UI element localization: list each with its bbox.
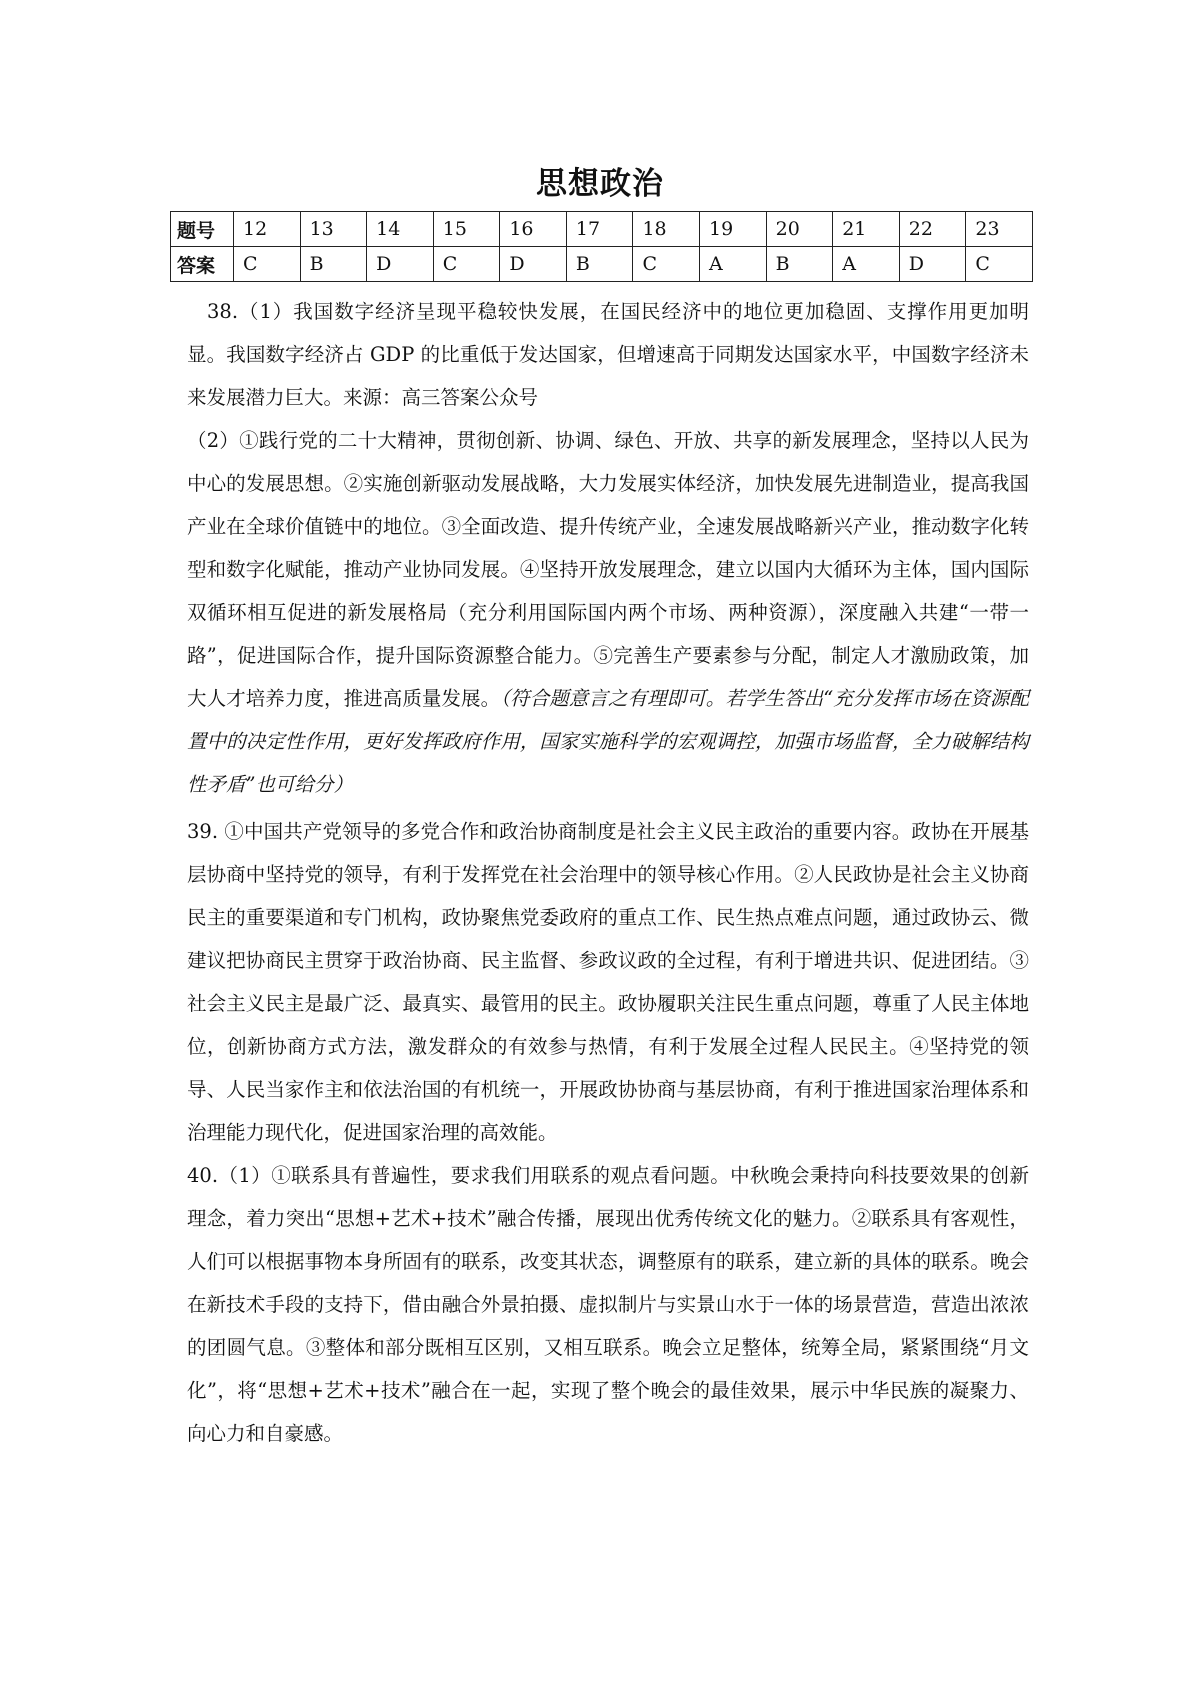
answer-cell: C <box>633 247 700 282</box>
number-cell: 19 <box>700 212 767 247</box>
number-row <box>171 212 1033 247</box>
question-39: 39. ①中国共产党领导的多党合作和政治协商制度是社会主义民主政治的重要内容。政协在开展基层协商中坚持党的领导，有利于发挥党在社会治理中的领导核心作用。②人民政协是社会主义协商民主的重要渠道和专门机构，政协聚焦党委政府的重点工作、民生热点难点问题，通过政协云、微建议把协商民主贯穿于政治协商、民主监督、参政议政的全过程，有利于增进共识、促进团结。③社会主义民主是最广泛、最真实、最管用的民主。政协履职关注民生重点问题，尊重了人民主体地位，创新协商方式方法，激发群众的有效参与热情，有利于发展全过程人民民主。④坚持党的领导、人民当家作主和依法治国的有机统一，开展政协协商与基层协商，有利于推进国家治理体系和治理能力现代化，促进国家治理的高效能。 <box>187 820 1029 1144</box>
number-cell: 17 <box>566 212 633 247</box>
number-cell: 14 <box>367 212 434 247</box>
answer-cell: A <box>700 247 767 282</box>
answer-cell: B <box>566 247 633 282</box>
answer-cell: A <box>833 247 900 282</box>
number-cell: 15 <box>433 212 500 247</box>
number-cell: 20 <box>766 212 833 247</box>
answer-cell: C <box>234 247 301 282</box>
number-cell: 18 <box>633 212 700 247</box>
answer-row <box>171 247 1033 282</box>
answer-cell: B <box>766 247 833 282</box>
page-title: 思想政治 <box>536 166 664 202</box>
row-header-number: 题号 <box>171 212 234 247</box>
number-cell: 22 <box>899 212 966 247</box>
number-cell: 12 <box>234 212 301 247</box>
question-38-part-2-main: （2）①践行党的二十大精神，贯彻创新、协调、绿色、开放、共享的新发展理念，坚持以人民为中心的发展思想。②实施创新驱动发展战略，大力发展实体经济，加快发展先进制造业，提高我国产业在全球价值链中的地位。③全面改造、提升传统产业，全速发展战略新兴产业，推动数字化转型和数字化赋能，推动产业协同发展。④坚持开放发展理念，建立以国内大循环为主体，国内国际双循环相互促进的新发展格局（充分利用国际国内两个市场、两种资源），深度融入共建“一带一路”，促进国际合作，提升国际资源整合能力。⑤完善生产要素参与分配，制定人才激励政策，加大人才培养力度，推进高质量发展。 <box>187 429 1029 710</box>
question-38-part-1: 38.（1）我国数字经济呈现平稳较快发展，在国民经济中的地位更加稳固、支撑作用更加明显。我国数字经济占 GDP 的比重低于发达国家，但增速高于同期发达国家水平，中国数字经济未来发展潜力巨大。来源：高三答案公众号 <box>187 300 1029 409</box>
grading-note: （符合题意言之有理即可。若学生答出“充分发挥市场在资源配置中的决定性作用，更好发挥政府作用，国家实施科学的宏观调控，加强市场监督，全力破解结构性矛盾”也可给分） <box>187 687 1029 796</box>
number-cell: 16 <box>500 212 567 247</box>
question-40-part-1: 40.（1）①联系具有普遍性，要求我们用联系的观点看问题。中秋晚会秉持向科技要效果的创新理念，着力突出“思想+艺术+技术”融合传播，展现出优秀传统文化的魅力。②联系具有客观性，人们可以根据事物本身所固有的联系，改变其状态，调整原有的联系，建立新的具体的联系。晚会在新技术手段的支持下，借由融合外景拍摄、虚拟制片与实景山水于一体的场景营造，营造出浓浓的团圆气息。③整体和部分既相互区别，又相互联系。晚会立足整体，统筹全局，紧紧围绕“月文化”，将“思想+艺术+技术”融合在一起，实现了整个晚会的最佳效果，展示中华民族的凝聚力、向心力和自豪感。 <box>187 1164 1029 1445</box>
answer-content <box>187 290 1029 1455</box>
answer-cell: C <box>433 247 500 282</box>
number-cell: 21 <box>833 212 900 247</box>
number-cell: 13 <box>300 212 367 247</box>
answer-cell: D <box>500 247 567 282</box>
answer-cell: D <box>899 247 966 282</box>
answer-cell: D <box>367 247 434 282</box>
answer-cell: C <box>966 247 1033 282</box>
answer-table <box>170 211 1033 282</box>
number-cell: 23 <box>966 212 1033 247</box>
question-38-part-2 <box>187 419 1029 806</box>
row-header-answer: 答案 <box>171 247 234 282</box>
answer-cell: B <box>300 247 367 282</box>
